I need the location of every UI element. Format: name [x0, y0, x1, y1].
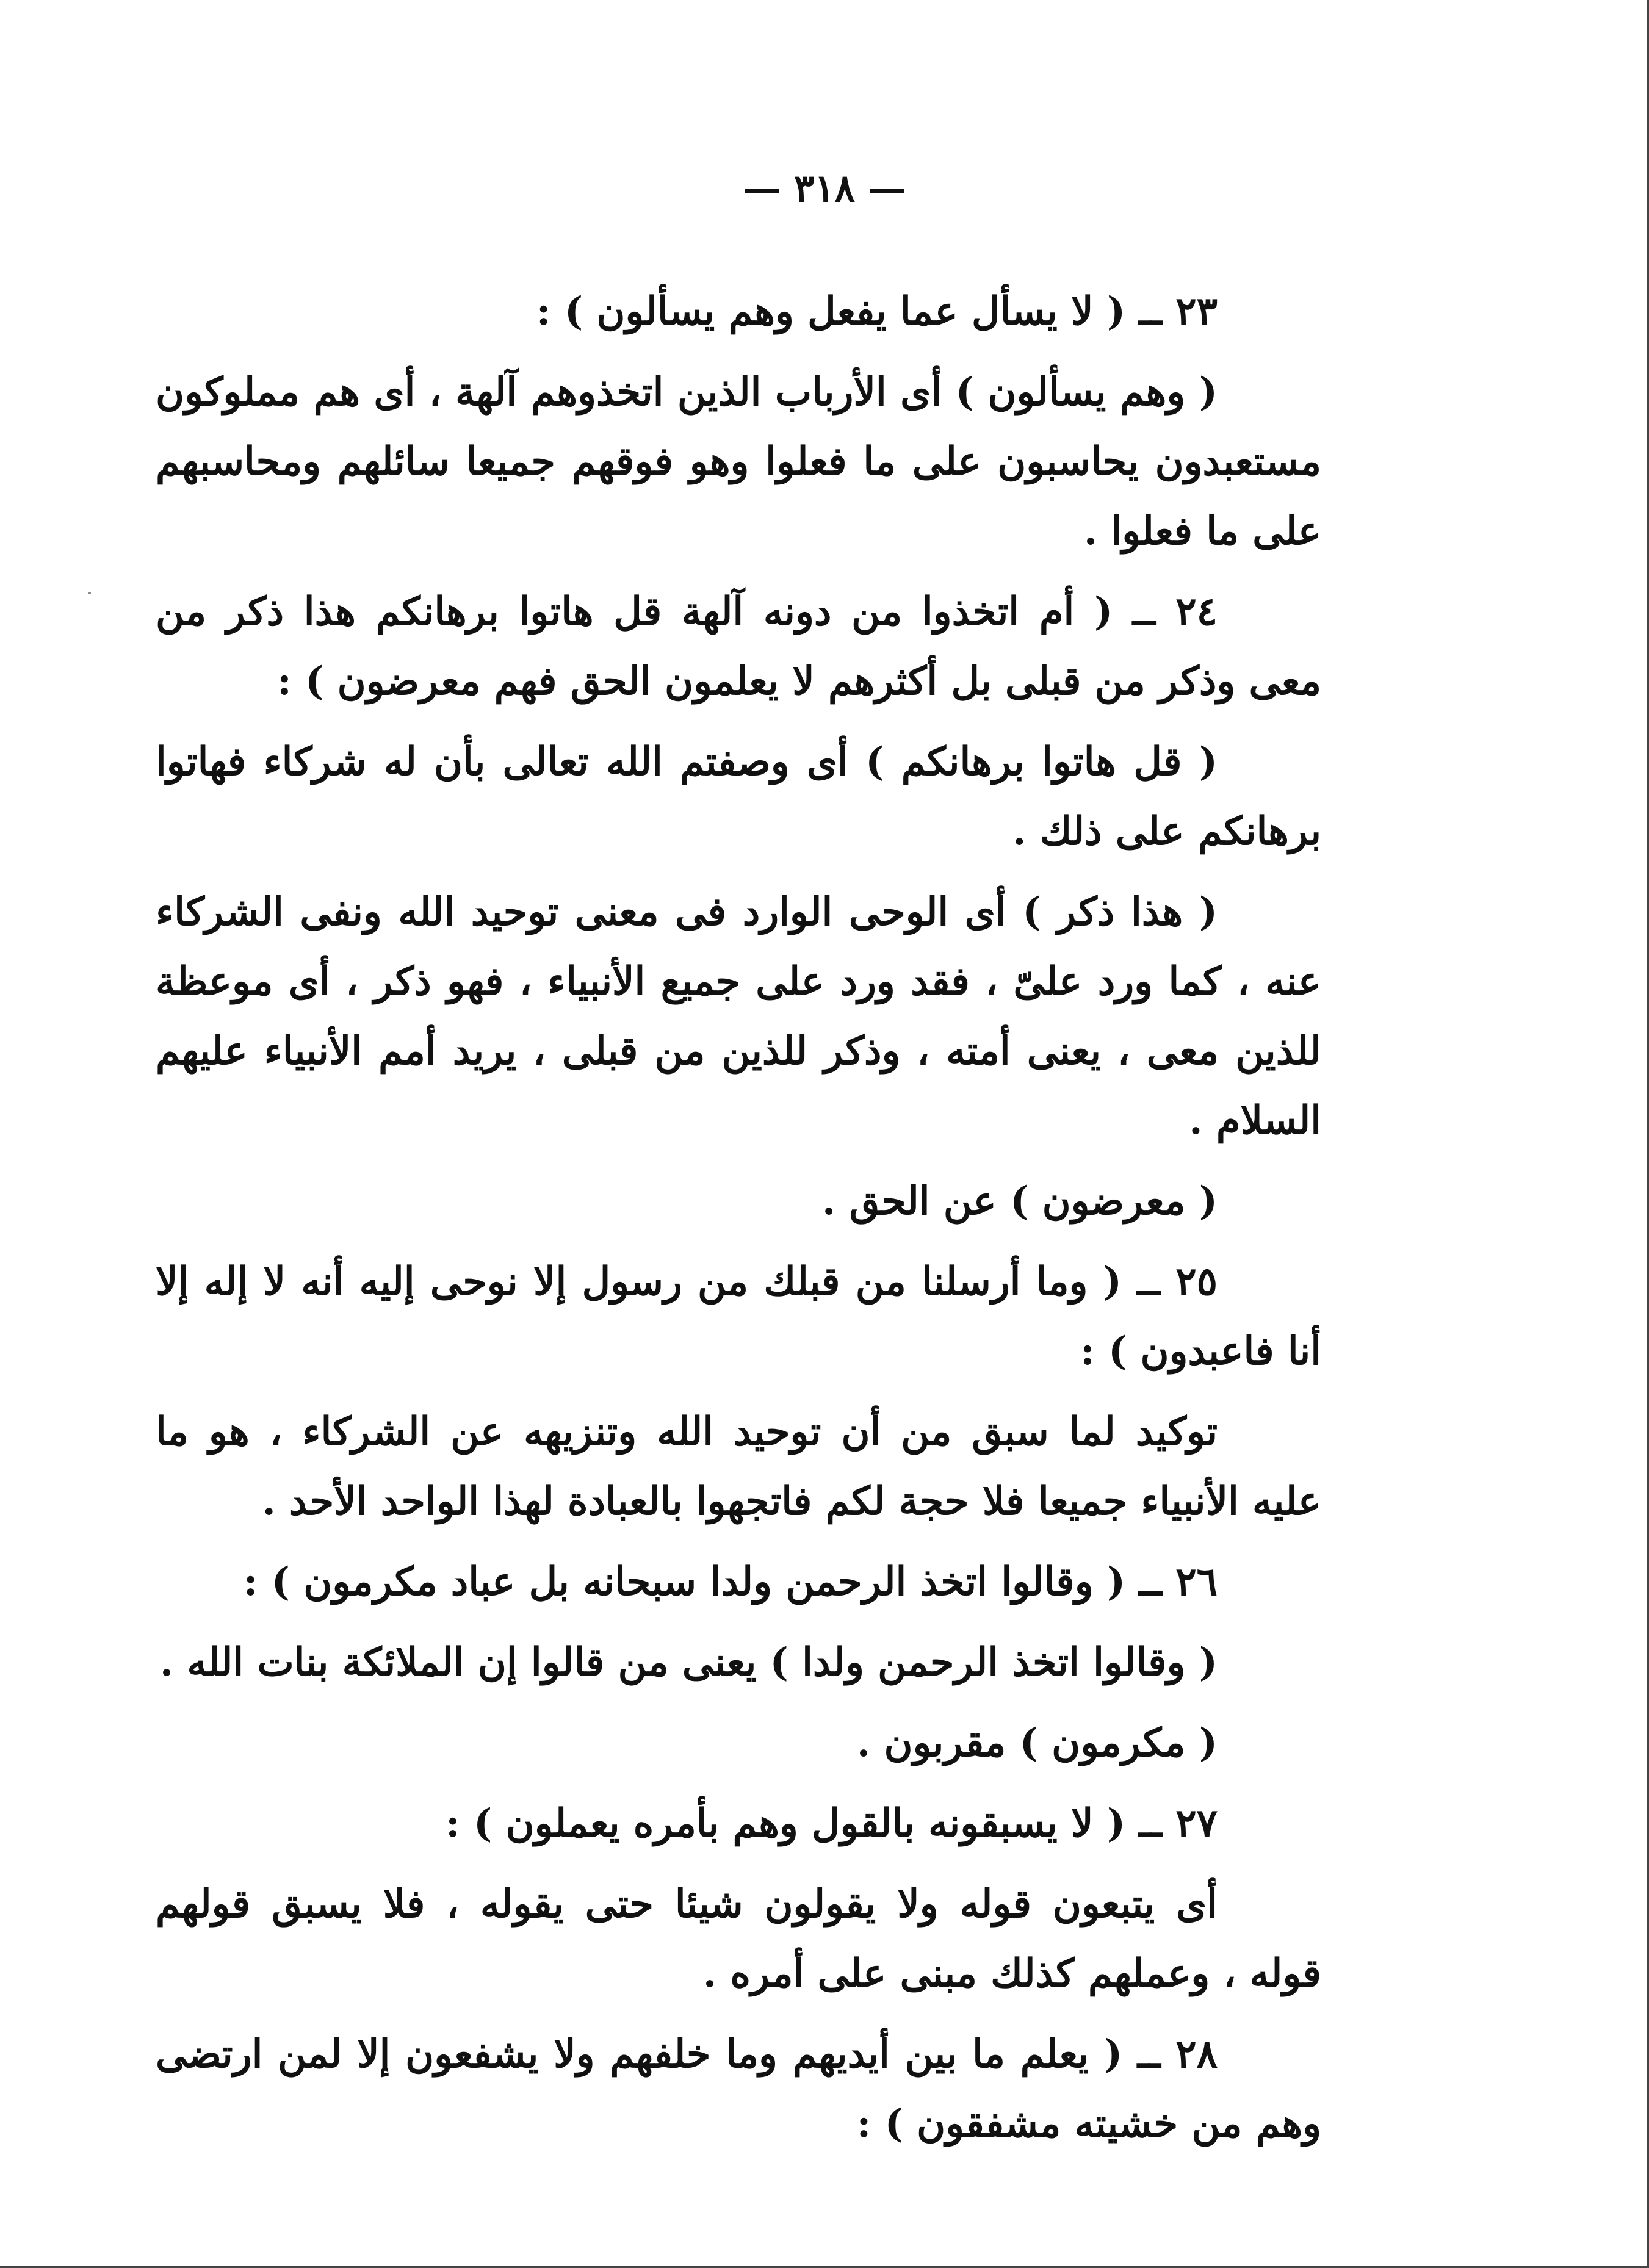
commentary-paragraph: ( وقالوا اتخذ الرحمن ولدا ) يعنى من قالوا إن الملائكة بنات الله . — [159, 1640, 1218, 1685]
page-body — [156, 268, 1321, 2170]
page-number: — ٣١٨ — — [743, 166, 906, 211]
commentary-paragraph: توكيد لما سبق من أن توحيد الله وتنزيهه عن الشركاء ، هو ما عليه الأنبياء جميعا فلا حجة لكم فاتجهوا بالعبادة لهذا الواحد الأحد . — [156, 1409, 1321, 1524]
commentary-short-line: ( معرضون ) عن الحق . — [822, 1178, 1218, 1224]
commentary-short-line: ( مكرمون ) مقربون . — [856, 1720, 1218, 1766]
verse-27: ٢٧ ــ ( لا يسبقونه بالقول وهم بأمره يعملون ) : — [446, 1801, 1218, 1846]
verse-28: ٢٨ ــ ( يعلم ما بين أيديهم وما خلفهم ولا يشفعون إلا لمن ارتضى وهم من خشيته مشفقون ) : — [156, 2031, 1321, 2147]
verse-25: ٢٥ ــ ( وما أرسلنا من قبلك من رسول إلا نوحى إليه أنه لا إله إلا أنا فاعبدون ) : — [156, 1259, 1321, 1374]
verse-26: ٢٦ ــ ( وقالوا اتخذ الرحمن ولدا سبحانه بل عباد مكرمون ) : — [243, 1559, 1218, 1605]
verse-24: ٢٤ ــ ( أم اتخذوا من دونه آلهة قل هاتوا برهانكم هذا ذكر من معى وذكر من قبلى بل أكثرهم لا يعلمون الحق فهم معرضون ) : — [156, 589, 1321, 704]
commentary-paragraph: ( قل هاتوا برهانكم ) أى وصفتم الله تعالى بأن له شركاء فهاتوا برهانكم على ذلك . — [156, 739, 1321, 854]
commentary-paragraph: ( وهم يسألون ) أى الأرباب الذين اتخذوهم آلهة ، أى هم مملوكون مستعبدون يحاسبون على ما فعلوا وهو فوقهم جميعا سائلهم ومحاسبهم على ما فعلوا . — [156, 369, 1322, 554]
commentary-paragraph: ( هذا ذكر ) أى الوحى الوارد فى معنى توحيد الله ونفى الشركاء عنه ، كما ورد علىّ ، فقد ورد على جميع الأنبياء ، فهو ذكر ، أى موعظة للذين معى ، يعنى أمته ، وذكر للذين من قبلى ، يريد أمم الأنبياء عليهم السلام . — [156, 889, 1322, 1143]
verse-23: ٢٣ ــ ( لا يسأل عما يفعل وهم يسألون ) : — [536, 289, 1218, 334]
commentary-paragraph: أى يتبعون قوله ولا يقولون شيئا حتى يقوله ، فلا يسبق قولهم قوله ، وعملهم كذلك مبنى على أمره . — [156, 1881, 1321, 1996]
scan-speck — [88, 592, 91, 594]
